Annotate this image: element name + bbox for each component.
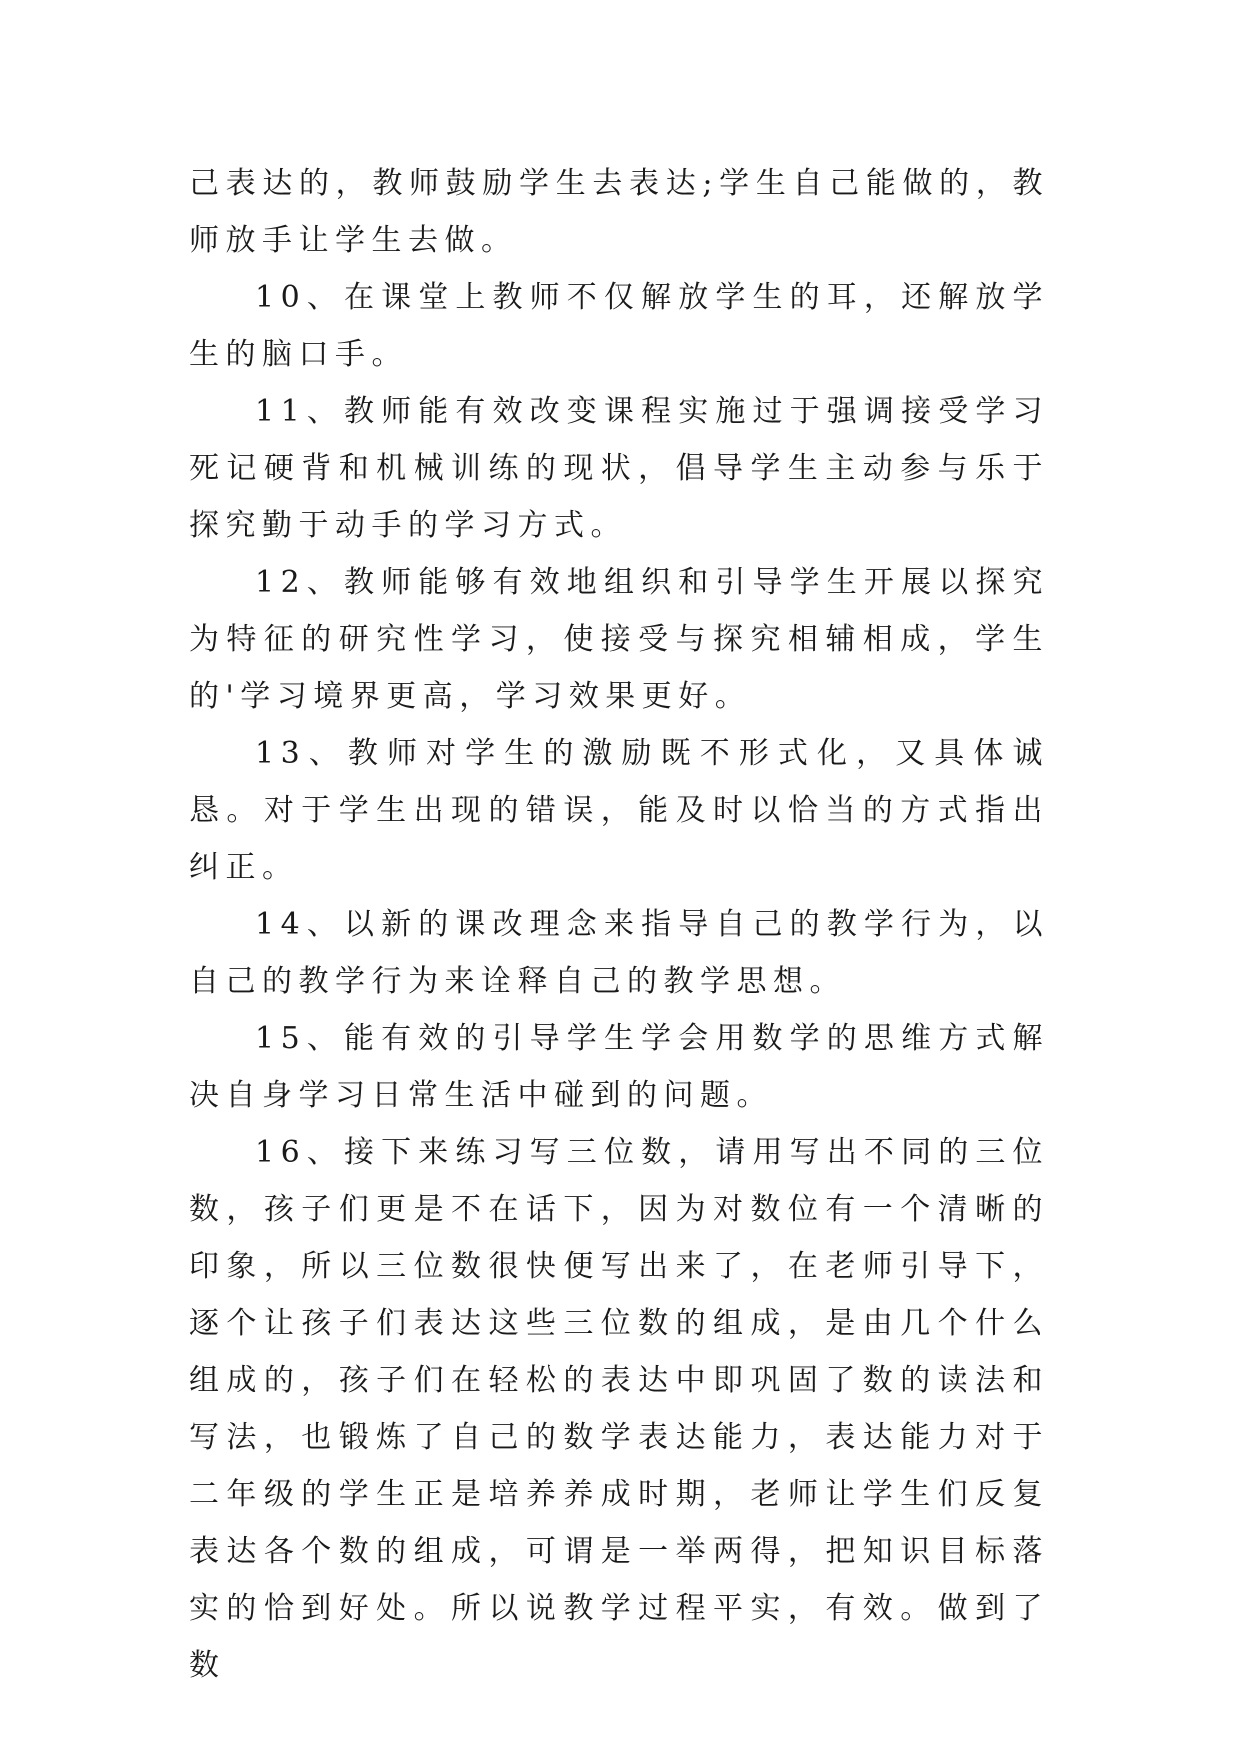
paragraph-11: 11、教师能有效改变课程实施过于强调接受学习死记硬背和机械训练的现状，倡导学生主动参与乐于探究勤于动手的学习方式。: [189, 394, 1049, 543]
paragraph-13: 13、教师对学生的激励既不形式化，又具体诚恳。对于学生出现的错误，能及时以恰当的方式指出纠正。: [189, 736, 1049, 885]
document-body: [189, 155, 1049, 1694]
paragraph-15: 15、能有效的引导学生学会用数学的思维方式解决自身学习日常生活中碰到的问题。: [189, 1021, 1049, 1113]
paragraph-16: 16、接下来练习写三位数，请用写出不同的三位数，孩子们更是不在话下，因为对数位有一个清晰的印象，所以三位数很快便写出来了，在老师引导下，逐个让孩子们表达这些三位数的组成，是由几个什么组成的，孩子们在轻松的表达中即巩固了数的读法和写法，也锻炼了自己的数学表达能力，表达能力对于二年级的学生正是培养养成时期，老师让学生们反复表达各个数的组成，可谓是一举两得，把知识目标落实的恰到好处。所以说教学过程平实，有效。做到了数: [189, 1135, 1049, 1683]
paragraph-continued: 己表达的，教师鼓励学生去表达;学生自己能做的，教师放手让学生去做。: [189, 166, 1049, 258]
paragraph-10: 10、在课堂上教师不仅解放学生的耳，还解放学生的脑口手。: [189, 280, 1049, 372]
paragraph-12: 12、教师能够有效地组织和引导学生开展以探究为特征的研究性学习，使接受与探究相辅相成，学生的'学习境界更高，学习效果更好。: [189, 565, 1049, 714]
paragraph-14: 14、以新的课改理念来指导自己的教学行为，以自己的教学行为来诠释自己的教学思想。: [189, 907, 1049, 999]
